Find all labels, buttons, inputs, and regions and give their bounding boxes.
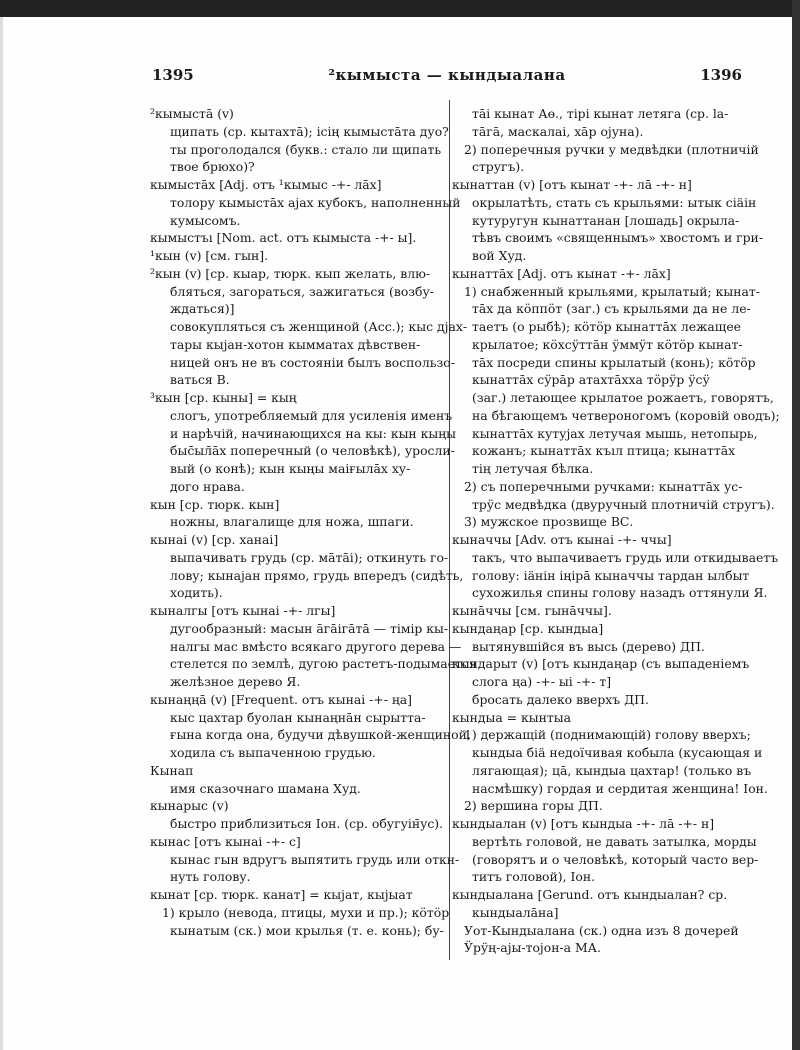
dict-line: 1) держащій (поднимающій) голову вверхъ; (464, 727, 751, 743)
dict-line: 2) съ поперечными ручками: кынаттāх ус- (464, 478, 743, 494)
dict-line: вертѣть головой, не давать затылка, морды (472, 833, 757, 849)
dict-line: кындыа біä недоїчивая кобыла (кусающая и (472, 745, 763, 760)
dict-line: кумысомъ. (170, 212, 241, 228)
dict-line: Ӱрӱң-аjы-тоjон-а МА. (464, 940, 601, 956)
dict-line: нуть голову. (170, 869, 251, 885)
dict-line: кымыстāх [Adj. отъ ¹кымыс -+- лāх] (150, 177, 382, 192)
dict-line: кынат [ср. тюрк. канат] = кыjат, кыјыат (150, 887, 413, 902)
dict-line: (говорятъ и о человѣкѣ, который часто вер- (472, 851, 759, 867)
dict-line: 3) мужское прозвище ВС. (464, 514, 634, 530)
dict-line: 1) крыло (невода, птицы, мухи и пр.); кӧтӧр (162, 904, 450, 920)
dict-line: ²кын (v) [ср. кыар, тюрк. кып желать, влю- (150, 265, 431, 281)
dict-line: кынатым (ск.) мои крылья (т. е. конь); бу- (170, 922, 444, 938)
dict-line: совокупляться съ женщиной (Асс.); кыс дjах- (170, 319, 468, 334)
dict-line: окрылатѣть, стать съ крыльями: ытык сіäін (472, 194, 757, 210)
page-number-right: 1396 (700, 66, 742, 84)
dict-line: таетъ (о рыбѣ); кӧтӧр кынаттāх лежащее (472, 319, 741, 334)
dict-line: кымыстъı [Nom. act. отъ кымыста -+- ы]. (150, 230, 417, 246)
dict-line: налгы мас вмѣсто всякаго другого дерева — (170, 638, 462, 654)
dict-line: кожанъ; кынаттāх къıл птица; кынаттāх (472, 443, 736, 459)
dict-line: кынāччы [см. гынāччы]. (452, 603, 612, 618)
dict-line: кынаттан (v) [отъ кынат -+- лā -+- н] (452, 177, 692, 192)
dict-line: лову; кынаjан прямо, грудь впередъ (сидѣть, (170, 567, 464, 583)
dict-line: быс̄ыл̄āх поперечный (о человѣкѣ), уросли- (170, 443, 455, 459)
top-edge (0, 0, 800, 17)
dict-line: кутуругун кынаттанан [лошадь] окрыла- (472, 212, 740, 228)
dict-line: (заг.) летающее крылатое рожаетъ, говорятъ, (472, 390, 774, 405)
dict-line: кыс цахтар буолан кынаңнāн сырытта- (170, 709, 426, 725)
dict-line: дугообразный: масын āгāігāтā — тімір кы- (170, 620, 449, 636)
dict-line: ²кымыстā (v) (150, 106, 234, 121)
dict-line: кындыалāна] (472, 904, 559, 920)
column-divider (449, 100, 450, 960)
dict-line: ваться В. (170, 372, 230, 388)
dict-line: тің летучая бѣлка. (472, 461, 594, 476)
dict-line: слогъ, употребляемый для усиленія именъ (170, 407, 453, 423)
dict-line: бляться, загораться, зажигаться (возбу- (170, 283, 434, 299)
running-title: ²кымыста — кындыалана (328, 66, 566, 84)
dict-line: и нарѣчій, начинающихся на кы: кын кыңы (170, 425, 457, 441)
dict-line: вый (о конѣ); кын кыңы маіғылāх ху- (170, 461, 411, 476)
dict-line: кынаі (v) [ср. ханаі] (150, 532, 279, 547)
dict-line: голову: іäнін іңірā кыначчы тардан ылбыт (472, 567, 750, 583)
dict-line: кындаңар [ср. кындыа] (452, 620, 604, 636)
dict-line: ³кын [ср. кыны] = кың (150, 390, 297, 405)
dict-line: 1) снабженный крыльями, крылатый; кынат- (464, 283, 760, 299)
dict-line: тāх посреди спины крылатый (конь); кӧтӧр (472, 354, 756, 370)
dict-line: ножны, влагалище для ножа, шпаги. (170, 514, 414, 530)
dict-line: трӱс медвѣдка (двуручный плотничій стругъ). (472, 496, 775, 512)
left-edge (0, 17, 3, 1050)
page-number-left: 1395 (152, 66, 194, 84)
dict-line: кындыа = кынтыа (452, 709, 571, 725)
dict-line: щипать (ср. кытахтā); ісің кымыстāта дуо? (170, 123, 449, 139)
left-column (150, 105, 477, 939)
dict-line: тары кыјан-хотон кымматах дѣвствен- (170, 336, 421, 352)
dict-line: ждаться)] (170, 301, 235, 317)
dict-line: кынаттāх сӱрāр атахтāхха тӧрӱр ӱсӱ (472, 372, 710, 388)
dict-line: насмѣшку) гордая и сердитая женщина! Іон. (472, 780, 768, 796)
dict-line: такъ, что выпачиваетъ грудь или откидываетъ (472, 549, 779, 565)
dict-line: вытянувшійся въ высь (дерево) ДП. (472, 638, 705, 654)
dict-line: тāх да кӧппӧт (заг.) съ крыльями да не ле- (472, 301, 751, 317)
dict-line: слога ңа) -+- ыі -+- т] (472, 674, 612, 689)
dict-line: имя сказочнаго шамана Худ. (170, 780, 361, 796)
dict-line: кындыалана [Gerund. отъ кындыалан? ср. (452, 887, 728, 902)
dict-line: ходила съ выпаченною грудью. (170, 745, 376, 760)
dict-line: ницей онъ не въ состояніи былъ воспользо- (170, 354, 455, 370)
dict-line: крылатое; кӧхсӱттāн ӱммӱт кӧтӧр кынат- (472, 336, 743, 352)
dict-line: ты проголодался (букв.: стало ли щипать (170, 141, 442, 157)
dict-line: кынас гын вдругъ выпятить грудь или откн- (170, 851, 460, 867)
dict-line: Кынап (150, 762, 194, 778)
dict-line: 2) вершина горы ДП. (464, 798, 603, 814)
dict-line: толору кымыстāх аjах кубокъ, наполненный (170, 194, 461, 210)
dict-line: кынарыс (v) (150, 798, 229, 814)
dict-line: кынаттāх кутуjах летучая мышь, нетопырь, (472, 425, 758, 441)
dict-line: кыначчы [Adv. отъ кынаі -+- ччы] (452, 532, 672, 547)
dict-line: кынаңңā (v) [Frequent. отъ кынаі -+- ңа] (150, 691, 412, 707)
dict-line: ғына когда она, будучи дѣвушкой-женщиной, (170, 727, 471, 743)
dict-line: кынас [отъ кынаі -+- с] (150, 833, 301, 849)
dict-line: тāі кынат Аө., тірі кынат летяга (ср. lа- (472, 106, 729, 121)
dict-line: кынаттāх [Adj. отъ кынат -+- лāх] (452, 265, 671, 281)
dict-line: кыналгы [отъ кынаі -+- лгы] (150, 603, 336, 618)
dict-line: кындыалан (v) [отъ кындыа -+- лā -+- н] (452, 816, 715, 831)
dict-line: ¹кын (v) [см. гын]. (150, 248, 269, 263)
dict-line: стругъ). (472, 159, 525, 175)
dict-line: Уот-Кындыалана (ск.) одна изъ 8 дочерей (464, 922, 739, 938)
dict-line: лягающая); цā, кындыа цахтар! (только въ (472, 762, 752, 778)
dict-line: вой Худ. (472, 248, 527, 263)
dict-line: быстро приблизиться Іон. (ср. обугуін̄ус). (170, 816, 444, 831)
page-header (152, 66, 742, 90)
dict-line: сухожилья спины голову назадъ оттянули Я. (472, 585, 768, 601)
dict-line: тѣвъ своимъ «священнымъ» хвостомъ и гри- (472, 230, 764, 246)
dict-line: желѣзное дерево Я. (170, 674, 301, 689)
dict-line: на бѣгающемъ четвероногомъ (коровій оводъ); (472, 407, 780, 423)
right-column (452, 105, 780, 957)
dict-line: твое брюхо)? (170, 159, 255, 175)
dict-line: дого нрава. (170, 478, 245, 494)
dict-line: титъ головой), Іон. (472, 869, 596, 885)
dict-line: тāгā, маскалаі, хāр оjуна). (472, 123, 644, 139)
dict-line: 2) поперечныя ручки у медвѣдки (плотничій (464, 141, 759, 157)
right-edge (792, 0, 800, 1050)
dict-line: кын [ср. тюрк. кын] (150, 496, 280, 512)
dict-line: выпачивать грудь (ср. мāтāі); откинуть го- (170, 549, 449, 565)
dict-line: бросать далеко вверхъ ДП. (472, 691, 649, 707)
dict-line: стелется по землѣ, дугою растетъ-подымается (170, 656, 477, 672)
dict-line: кындарыт (v) [отъ кындаңар (съ выпаденіемъ (452, 656, 750, 672)
dict-line: ходить). (170, 585, 223, 601)
